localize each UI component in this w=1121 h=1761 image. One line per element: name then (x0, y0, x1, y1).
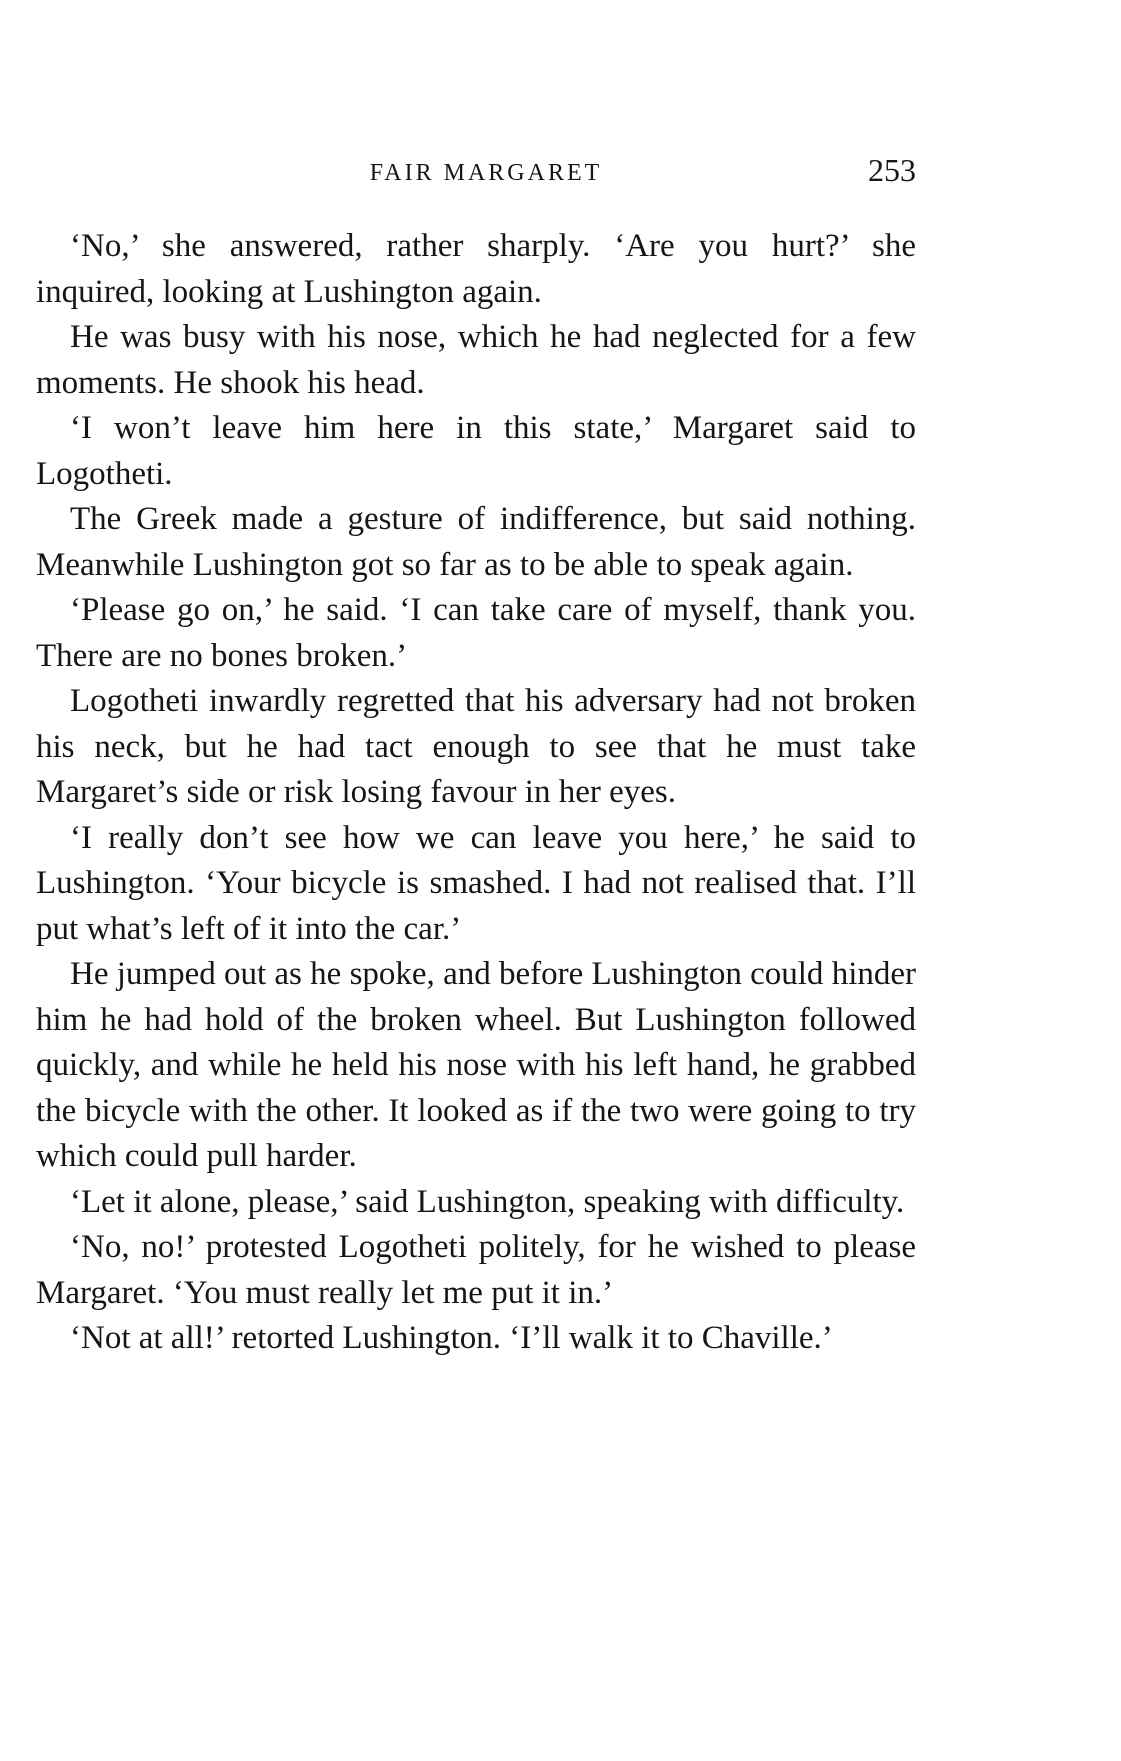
running-head (36, 150, 916, 190)
paragraph: ‘Let it alone, please,’ said Lushington, speaking with difficulty. (70, 1183, 905, 1220)
paragraph: He was busy with his nose, which he had neglected for a few moments. He shook his head. (36, 319, 916, 401)
paragraph: ‘Please go on,’ he said. ‘I can take care of myself, thank you. There are no bones broken.’ (36, 592, 916, 674)
page-number: 253 (868, 152, 916, 188)
paragraph: ‘I really don’t see how we can leave you here,’ he said to Lushington. ‘Your bicycle is smashed. I had not realised that. I’ll put what’s left of it into the car.’ (36, 819, 916, 947)
paragraph: ‘I won’t leave him here in this state,’ Margaret said to Logotheti. (36, 410, 916, 492)
paragraph: Logotheti inwardly regretted that his adversary had not broken his neck, but he had tact enough to see that he must take Margaret’s side or risk losing favour in her eyes. (36, 683, 916, 810)
body-text (36, 224, 916, 1362)
paragraph: He jumped out as he spoke, and before Lushington could hinder him he had hold of the broken wheel. But Lushington followed quickly, and while he held his nose with his left hand, he grabbed the bicycle with the other. It looked as if the two were going to try which could pull harder. (36, 956, 916, 1174)
paragraph: ‘Not at all!’ retorted Lushington. ‘I’ll walk it to Chaville.’ (70, 1320, 833, 1356)
paragraph: ‘No,’ she answered, rather sharply. ‘Are you hurt?’ she inquired, looking at Lushington again. (36, 228, 916, 310)
running-title: FAIR MARGARET (369, 160, 603, 186)
paragraph: ‘No, no!’ protested Logotheti politely, for he wished to please Margaret. ‘You must really let me put it in.’ (36, 1229, 916, 1311)
paragraph: The Greek made a gesture of indifference, but said nothing. Meanwhile Lushington got so far as to be able to speak again. (36, 501, 916, 583)
